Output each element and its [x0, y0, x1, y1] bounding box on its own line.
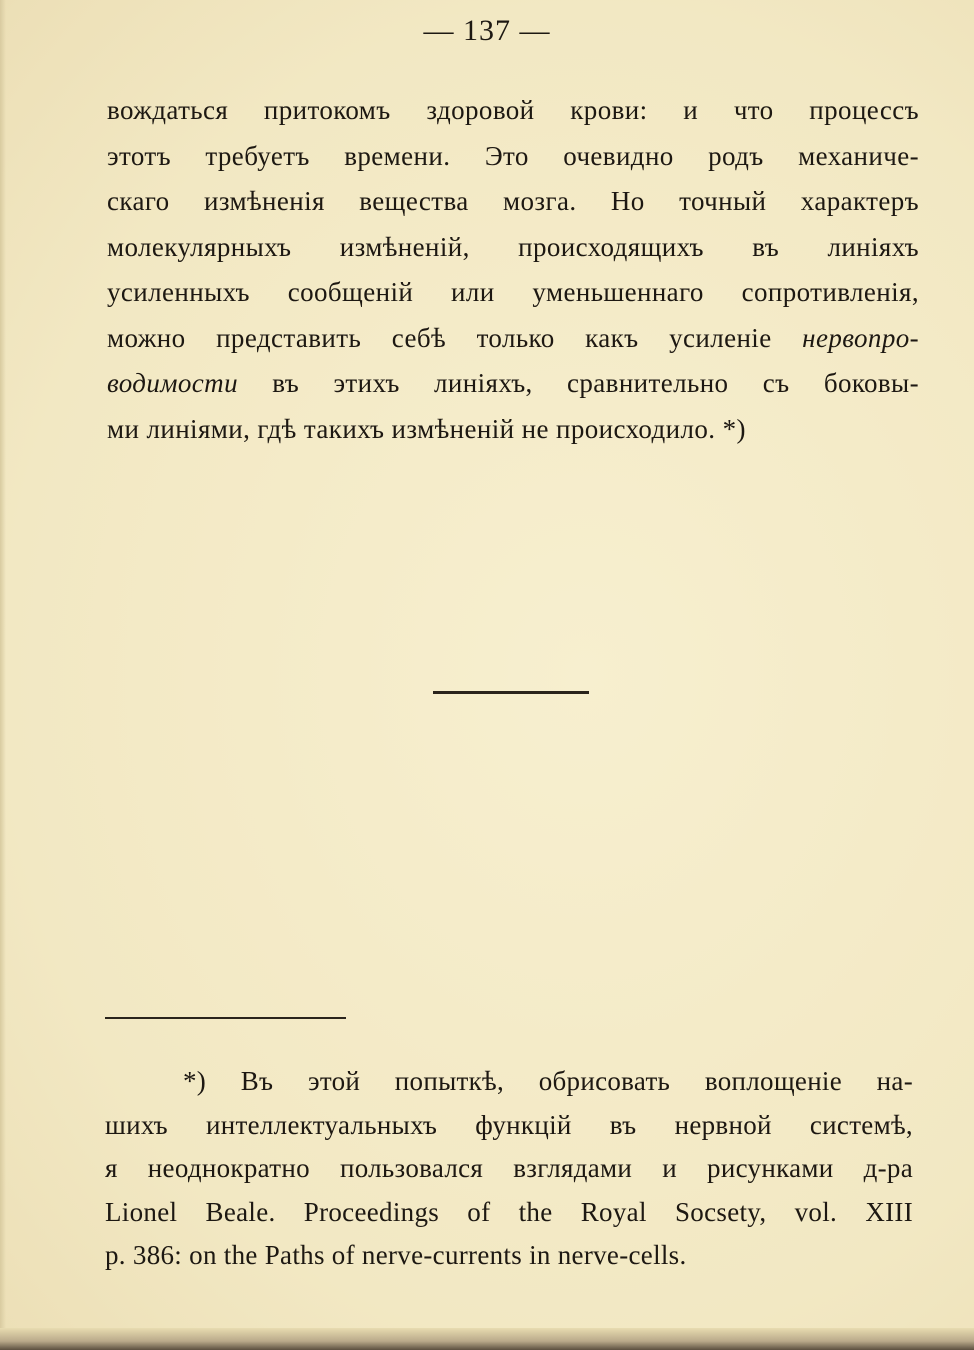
footnote-line: Lionel Beale. Proceedings of the Royal Socsety, vol. XIII — [105, 1196, 913, 1227]
text-segment: въ этихъ линіяхъ, сравнительно съ боковы- — [272, 368, 919, 398]
text-segment: можно представить себѣ только какъ усиленіе — [107, 322, 772, 353]
main-text — [107, 88, 919, 452]
text-line: вождаться притокомъ здоровой крови: и что процессъ — [107, 95, 919, 125]
page-number: — 137 — — [423, 14, 551, 47]
text-line — [107, 316, 919, 362]
text-line: этотъ требуетъ времени. Это очевидно родъ механиче- — [107, 140, 919, 171]
footnote-rule — [105, 1017, 346, 1019]
page-bottom-edge — [0, 1328, 974, 1350]
footnote-line: p. 386: on the Paths of nerve-currents in nerve-cells. — [105, 1240, 687, 1270]
italic-word: нервопро- — [802, 322, 920, 353]
footnote-line: я неоднократно пользовался взглядами и рисунками д-ра — [105, 1153, 913, 1183]
page-left-edge — [0, 0, 6, 1350]
italic-word: водимости — [107, 368, 238, 398]
text-line — [107, 361, 919, 407]
text-line: скаго измѣненія вещества мозга. Но точный характеръ — [107, 186, 919, 216]
footnote-line: *) Въ этой попыткѣ, обрисовать воплощеніе на- — [183, 1066, 913, 1096]
section-separator — [433, 691, 589, 694]
footnote — [105, 1060, 913, 1278]
text-line: ми линіями, гдѣ такихъ измѣненій не происходило. *) — [107, 413, 746, 444]
text-line: усиленныхъ сообщеній или уменьшеннаго сопротивленія, — [107, 277, 919, 307]
text-line: молекулярныхъ измѣненій, происходящихъ въ линіяхъ — [107, 231, 919, 262]
footnote-line: шихъ интеллектуальныхъ функцій въ нервной системѣ, — [105, 1109, 913, 1140]
